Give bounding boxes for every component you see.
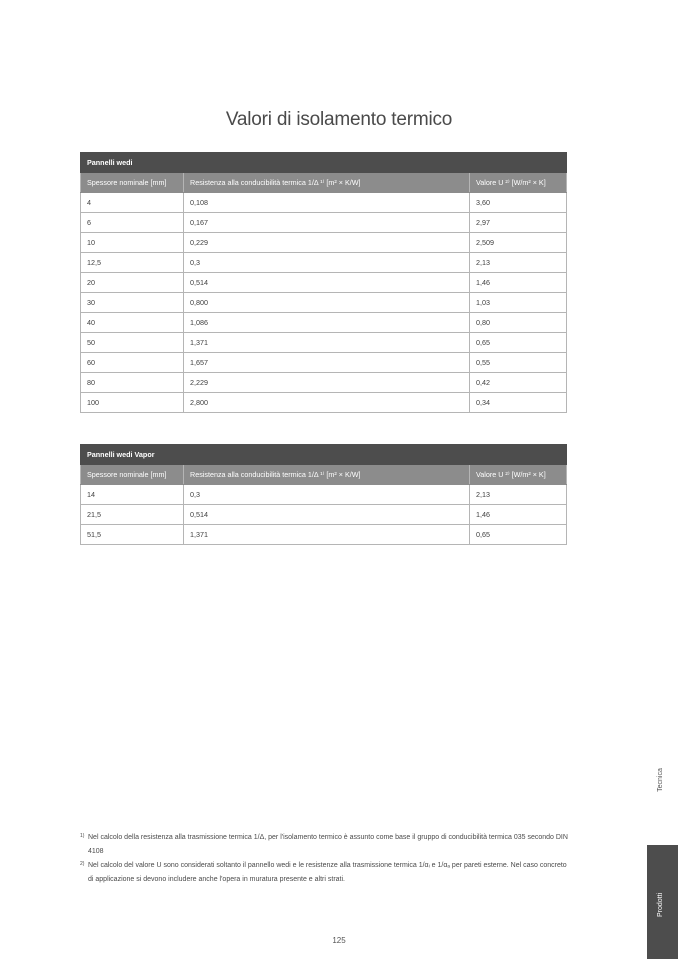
cell-resistance: 0,167 <box>184 213 470 233</box>
cell-resistance: 0,3 <box>184 253 470 273</box>
cell-u-value: 2,13 <box>470 253 567 273</box>
table-row <box>81 485 567 505</box>
table-row <box>81 313 567 333</box>
cell-resistance: 0,514 <box>184 273 470 293</box>
footnote-number: 2) <box>80 861 85 867</box>
cell-u-value: 2,97 <box>470 213 567 233</box>
table-title: Pannelli wedi <box>81 153 567 173</box>
cell-resistance: 0,800 <box>184 293 470 313</box>
cell-resistance: 1,657 <box>184 353 470 373</box>
cell-u-value: 0,80 <box>470 313 567 333</box>
cell-thickness: 21,5 <box>81 505 184 525</box>
table-row <box>81 193 567 213</box>
cell-thickness: 60 <box>81 353 184 373</box>
footnote-number: 1) <box>80 833 85 839</box>
table-pannelli-wedi <box>80 152 567 413</box>
footnotes <box>80 831 570 887</box>
cell-thickness: 14 <box>81 485 184 505</box>
table-row <box>81 525 567 545</box>
table-row <box>81 505 567 525</box>
column-header-thickness: Spessore nominale [mm] <box>81 465 184 485</box>
page-number: 125 <box>332 936 346 945</box>
cell-resistance: 1,371 <box>184 525 470 545</box>
table-title: Pannelli wedi Vapor <box>81 445 567 465</box>
cell-resistance: 0,108 <box>184 193 470 213</box>
table-pannelli-wedi-vapor <box>80 444 567 545</box>
cell-thickness: 30 <box>81 293 184 313</box>
cell-u-value: 0,42 <box>470 373 567 393</box>
table-row <box>81 213 567 233</box>
cell-thickness: 80 <box>81 373 184 393</box>
footnote-2 <box>80 859 570 887</box>
cell-thickness: 4 <box>81 193 184 213</box>
chapter-tab-label: Prodotti <box>657 892 664 917</box>
table-row <box>81 293 567 313</box>
column-header-thickness: Spessore nominale [mm] <box>81 173 184 193</box>
table-header-row <box>81 173 567 193</box>
table-title-row <box>81 153 567 173</box>
column-header-resistance: Resistenza alla conducibilità termica 1/Δ ¹⁾ [m² × K/W] <box>184 173 470 193</box>
column-header-u-value: Valore U ²⁾ [W/m² × K] <box>470 173 567 193</box>
cell-thickness: 40 <box>81 313 184 333</box>
cell-resistance: 2,229 <box>184 373 470 393</box>
cell-resistance: 0,3 <box>184 485 470 505</box>
cell-u-value: 1,46 <box>470 273 567 293</box>
cell-resistance: 1,086 <box>184 313 470 333</box>
cell-resistance: 0,229 <box>184 233 470 253</box>
table-row <box>81 233 567 253</box>
chapter-tab[interactable] <box>647 845 678 959</box>
table-row <box>81 353 567 373</box>
column-header-u-value: Valore U ²⁾ [W/m² × K] <box>470 465 567 485</box>
section-label: Tecnica <box>657 768 664 792</box>
cell-thickness: 6 <box>81 213 184 233</box>
table-row <box>81 273 567 293</box>
cell-thickness: 100 <box>81 393 184 413</box>
cell-u-value: 2,13 <box>470 485 567 505</box>
cell-u-value: 0,65 <box>470 333 567 353</box>
cell-resistance: 1,371 <box>184 333 470 353</box>
page-title: Valori di isolamento termico <box>225 109 453 130</box>
cell-resistance: 2,800 <box>184 393 470 413</box>
cell-u-value: 1,46 <box>470 505 567 525</box>
table-row <box>81 393 567 413</box>
cell-u-value: 0,34 <box>470 393 567 413</box>
cell-thickness: 20 <box>81 273 184 293</box>
cell-u-value: 2,509 <box>470 233 567 253</box>
cell-thickness: 12,5 <box>81 253 184 273</box>
column-header-resistance: Resistenza alla conducibilità termica 1/Δ ¹⁾ [m² × K/W] <box>184 465 470 485</box>
cell-thickness: 50 <box>81 333 184 353</box>
table-row <box>81 333 567 353</box>
footnote-1 <box>80 831 570 859</box>
table-row <box>81 253 567 273</box>
cell-u-value: 0,55 <box>470 353 567 373</box>
cell-thickness: 51,5 <box>81 525 184 545</box>
table-title-row <box>81 445 567 465</box>
cell-u-value: 3,60 <box>470 193 567 213</box>
cell-u-value: 0,65 <box>470 525 567 545</box>
cell-u-value: 1,03 <box>470 293 567 313</box>
cell-resistance: 0,514 <box>184 505 470 525</box>
table-row <box>81 373 567 393</box>
table-header-row <box>81 465 567 485</box>
footnote-text: Nel calcolo della resistenza alla trasmissione termica 1/Δ, per l'isolamento termico è assunto come base il gruppo di conducibilità termica 035 secondo DIN 4108 <box>88 834 568 855</box>
cell-thickness: 10 <box>81 233 184 253</box>
footnote-text: Nel calcolo del valore U sono considerati soltanto il pannello wedi e le resistenze alla trasmissione termica 1/αᵢ e 1/αₐ per pareti esterne. Nel caso concreto di applicazione si devono includere anche l'opera in muratura presente e altri strati. <box>88 862 567 883</box>
